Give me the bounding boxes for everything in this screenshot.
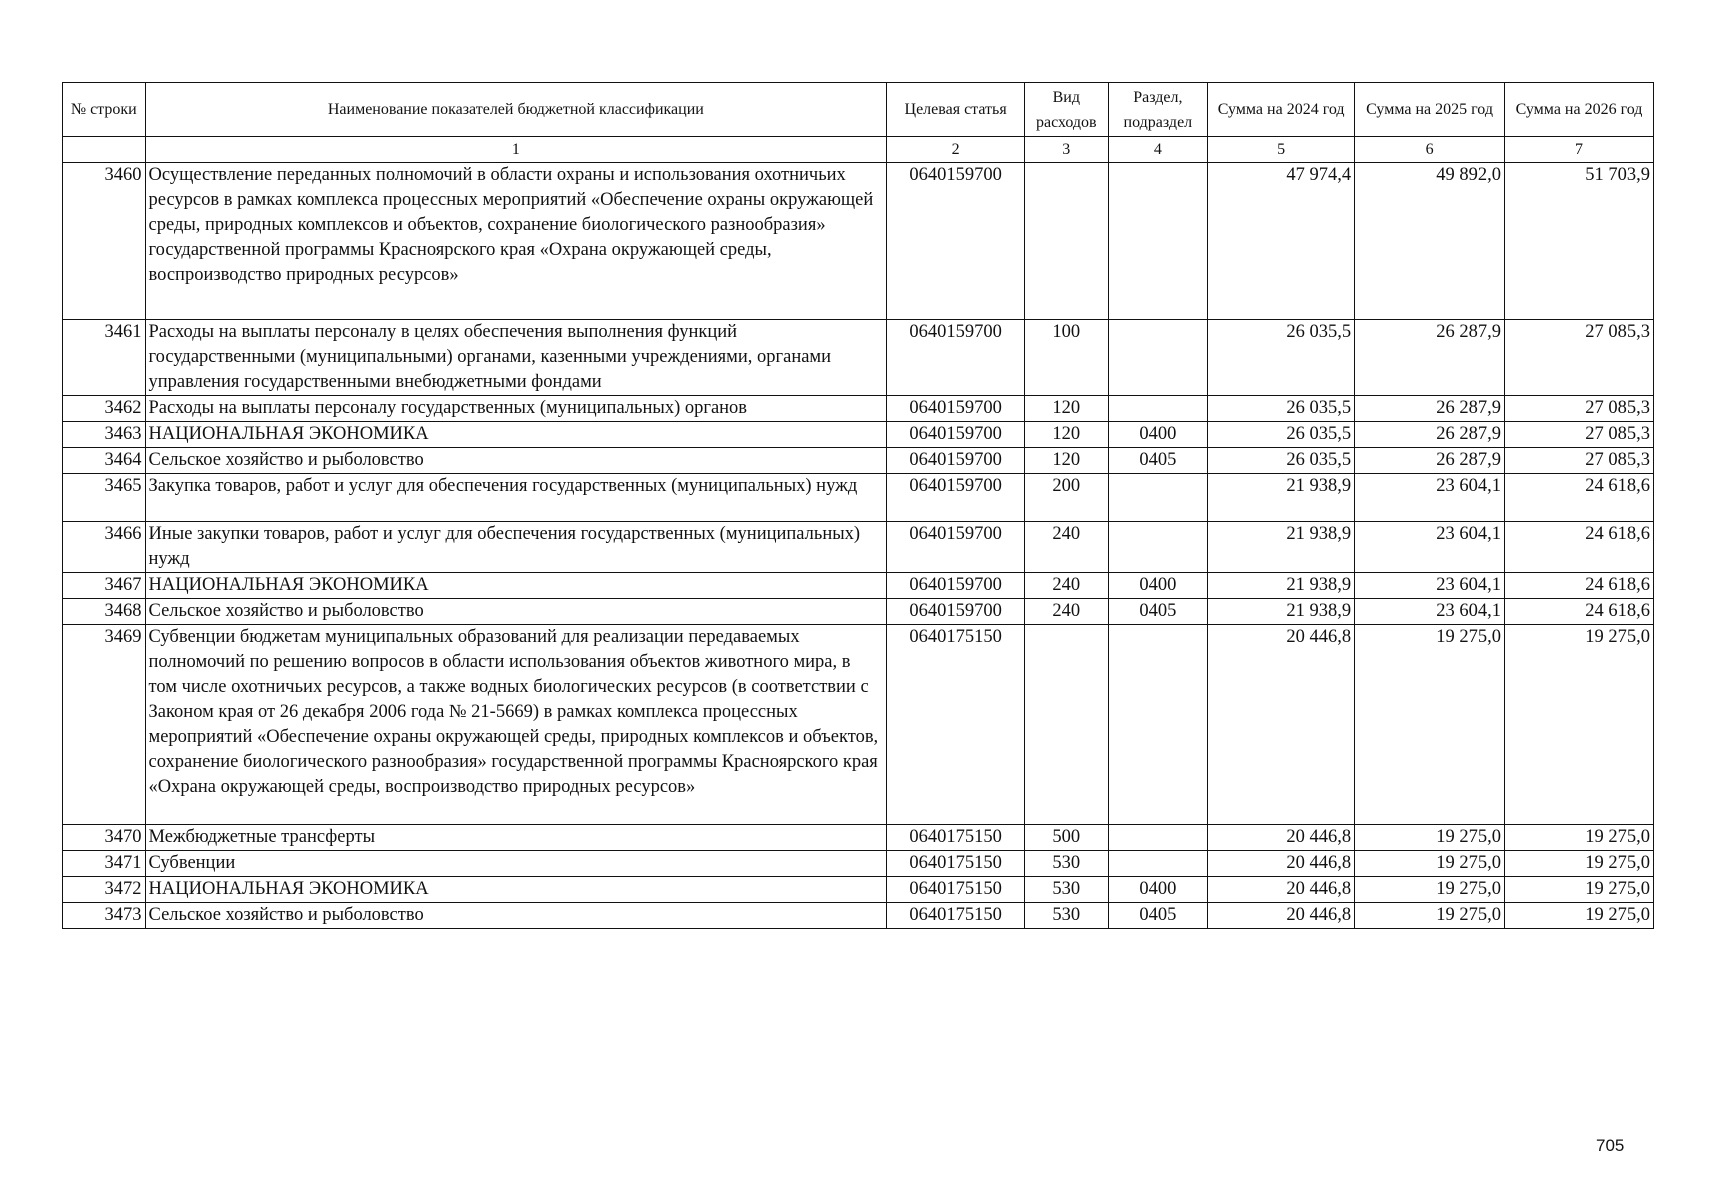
sum-2025: 26 287,9	[1355, 422, 1505, 448]
target-article: 0640159700	[887, 422, 1025, 448]
indicator-name: Расходы на выплаты персоналу в целях обеспечения выполнения функций государственными (муниципальными) органами, казенными учреждениями, органами управления государственными внебюджетными фондами	[145, 320, 887, 396]
section-code	[1108, 522, 1208, 573]
target-article: 0640175150	[887, 825, 1025, 851]
sum-2025: 23 604,1	[1355, 474, 1505, 522]
expense-type: 530	[1025, 903, 1109, 929]
header-section: Раздел, подраздел	[1108, 83, 1208, 137]
indicator-name: НАЦИОНАЛЬНАЯ ЭКОНОМИКА	[145, 422, 887, 448]
sum-2024: 21 938,9	[1208, 474, 1355, 522]
indicator-name: Закупка товаров, работ и услуг для обеспечения государственных (муниципальных) нужд	[145, 474, 887, 522]
row-number: 3465	[63, 474, 146, 522]
column-number: 4	[1108, 137, 1208, 163]
section-code	[1108, 474, 1208, 522]
table-row	[63, 163, 1654, 320]
column-number: 2	[887, 137, 1025, 163]
sum-2026: 19 275,0	[1505, 825, 1654, 851]
section-code	[1108, 825, 1208, 851]
column-number: 1	[145, 137, 887, 163]
expense-type: 120	[1025, 396, 1109, 422]
column-number: 5	[1208, 137, 1355, 163]
sum-2024: 20 446,8	[1208, 825, 1355, 851]
sum-2024: 20 446,8	[1208, 877, 1355, 903]
sum-2026: 24 618,6	[1505, 573, 1654, 599]
table-row	[63, 522, 1654, 573]
header-expense-type: Вид расходов	[1025, 83, 1109, 137]
table-row	[63, 599, 1654, 625]
row-number: 3471	[63, 851, 146, 877]
target-article: 0640159700	[887, 599, 1025, 625]
row-number: 3473	[63, 903, 146, 929]
indicator-name: Иные закупки товаров, работ и услуг для обеспечения государственных (муниципальных) нужд	[145, 522, 887, 573]
sum-2025: 49 892,0	[1355, 163, 1505, 320]
section-code	[1108, 625, 1208, 825]
column-number-row	[63, 137, 1654, 163]
expense-type: 530	[1025, 877, 1109, 903]
sum-2026: 27 085,3	[1505, 320, 1654, 396]
sum-2025: 26 287,9	[1355, 396, 1505, 422]
row-number: 3463	[63, 422, 146, 448]
sum-2025: 26 287,9	[1355, 448, 1505, 474]
header-sum-2025: Сумма на 2025 год	[1355, 83, 1505, 137]
row-number: 3464	[63, 448, 146, 474]
sum-2026: 51 703,9	[1505, 163, 1654, 320]
sum-2024: 47 974,4	[1208, 163, 1355, 320]
indicator-name: НАЦИОНАЛЬНАЯ ЭКОНОМИКА	[145, 877, 887, 903]
indicator-name: Сельское хозяйство и рыболовство	[145, 448, 887, 474]
table-row	[63, 851, 1654, 877]
table-row	[63, 903, 1654, 929]
sum-2024: 21 938,9	[1208, 599, 1355, 625]
table-body	[63, 163, 1654, 929]
sum-2026: 24 618,6	[1505, 599, 1654, 625]
row-number: 3472	[63, 877, 146, 903]
sum-2024: 26 035,5	[1208, 320, 1355, 396]
target-article: 0640159700	[887, 396, 1025, 422]
table-row	[63, 625, 1654, 825]
expense-type: 120	[1025, 448, 1109, 474]
expense-type: 200	[1025, 474, 1109, 522]
table-row	[63, 422, 1654, 448]
header-sum-2026: Сумма на 2026 год	[1505, 83, 1654, 137]
sum-2024: 20 446,8	[1208, 903, 1355, 929]
sum-2024: 21 938,9	[1208, 522, 1355, 573]
table-row	[63, 573, 1654, 599]
section-code: 0400	[1108, 573, 1208, 599]
section-code: 0400	[1108, 877, 1208, 903]
sum-2026: 19 275,0	[1505, 903, 1654, 929]
indicator-name: Межбюджетные трансферты	[145, 825, 887, 851]
header-target-article: Целевая статья	[887, 83, 1025, 137]
indicator-name: Осуществление переданных полномочий в области охраны и использования охотничьих ресурсов в рамках комплекса процессных мероприятий «Обеспечение охраны окружающей среды, природных комплексов и объектов, сохранение биологического разнообразия» государственной программы Красноярского края «Охрана окружающей среды, воспроизводство природных ресурсов»	[145, 163, 887, 320]
target-article: 0640159700	[887, 522, 1025, 573]
sum-2024: 20 446,8	[1208, 625, 1355, 825]
header-row	[63, 83, 1654, 137]
sum-2026: 24 618,6	[1505, 474, 1654, 522]
table-row	[63, 877, 1654, 903]
row-number: 3468	[63, 599, 146, 625]
row-number: 3469	[63, 625, 146, 825]
sum-2024: 26 035,5	[1208, 422, 1355, 448]
sum-2025: 19 275,0	[1355, 903, 1505, 929]
target-article: 0640175150	[887, 903, 1025, 929]
indicator-name: Субвенции бюджетам муниципальных образований для реализации передаваемых полномочий по решению вопросов в области использования объектов животного мира, в том числе охотничьих ресурсов, а также водных биологических ресурсов (в соответствии с Законом края от 26 декабря 2006 года № 21-5669) в рамках комплекса процессных мероприятий «Обеспечение охраны окружающей среды, природных комплексов и объектов, сохранение биологического разнообразия» государственной программы Красноярского края «Охрана окружающей среды, воспроизводство природных ресурсов»	[145, 625, 887, 825]
sum-2026: 27 085,3	[1505, 422, 1654, 448]
expense-type: 240	[1025, 599, 1109, 625]
sum-2026: 24 618,6	[1505, 522, 1654, 573]
page-number: 705	[1596, 1136, 1625, 1155]
expense-type	[1025, 163, 1109, 320]
sum-2026: 27 085,3	[1505, 448, 1654, 474]
target-article: 0640159700	[887, 448, 1025, 474]
header-row-number: № строки	[63, 83, 146, 137]
indicator-name: Сельское хозяйство и рыболовство	[145, 903, 887, 929]
section-code: 0405	[1108, 903, 1208, 929]
header-indicator-name: Наименование показателей бюджетной классификации	[145, 83, 887, 137]
sum-2025: 19 275,0	[1355, 825, 1505, 851]
sum-2025: 23 604,1	[1355, 573, 1505, 599]
table-row	[63, 320, 1654, 396]
target-article: 0640159700	[887, 163, 1025, 320]
sum-2025: 19 275,0	[1355, 625, 1505, 825]
column-number: 6	[1355, 137, 1505, 163]
sum-2025: 23 604,1	[1355, 599, 1505, 625]
target-article: 0640159700	[887, 474, 1025, 522]
sum-2024: 20 446,8	[1208, 851, 1355, 877]
table-header	[63, 83, 1654, 163]
table-row	[63, 448, 1654, 474]
expense-type: 240	[1025, 522, 1109, 573]
indicator-name: НАЦИОНАЛЬНАЯ ЭКОНОМИКА	[145, 573, 887, 599]
sum-2026: 19 275,0	[1505, 877, 1654, 903]
sum-2024: 21 938,9	[1208, 573, 1355, 599]
sum-2025: 19 275,0	[1355, 877, 1505, 903]
column-number: 7	[1505, 137, 1654, 163]
section-code	[1108, 396, 1208, 422]
indicator-name: Субвенции	[145, 851, 887, 877]
sum-2024: 26 035,5	[1208, 448, 1355, 474]
sum-2025: 19 275,0	[1355, 851, 1505, 877]
expense-type: 120	[1025, 422, 1109, 448]
row-number: 3466	[63, 522, 146, 573]
row-number: 3461	[63, 320, 146, 396]
expense-type: 100	[1025, 320, 1109, 396]
indicator-name: Расходы на выплаты персоналу государственных (муниципальных) органов	[145, 396, 887, 422]
sum-2026: 27 085,3	[1505, 396, 1654, 422]
target-article: 0640159700	[887, 320, 1025, 396]
section-code	[1108, 320, 1208, 396]
column-number: 3	[1025, 137, 1109, 163]
expense-type	[1025, 625, 1109, 825]
budget-table	[62, 82, 1654, 929]
sum-2025: 26 287,9	[1355, 320, 1505, 396]
expense-type: 500	[1025, 825, 1109, 851]
row-number: 3460	[63, 163, 146, 320]
indicator-name: Сельское хозяйство и рыболовство	[145, 599, 887, 625]
section-code	[1108, 851, 1208, 877]
target-article: 0640175150	[887, 877, 1025, 903]
section-code	[1108, 163, 1208, 320]
table-row	[63, 825, 1654, 851]
sum-2026: 19 275,0	[1505, 851, 1654, 877]
target-article: 0640175150	[887, 625, 1025, 825]
column-number	[63, 137, 146, 163]
sum-2024: 26 035,5	[1208, 396, 1355, 422]
expense-type: 240	[1025, 573, 1109, 599]
expense-type: 530	[1025, 851, 1109, 877]
row-number: 3462	[63, 396, 146, 422]
sum-2025: 23 604,1	[1355, 522, 1505, 573]
section-code: 0400	[1108, 422, 1208, 448]
row-number: 3470	[63, 825, 146, 851]
section-code: 0405	[1108, 599, 1208, 625]
table-row	[63, 474, 1654, 522]
section-code: 0405	[1108, 448, 1208, 474]
target-article: 0640175150	[887, 851, 1025, 877]
header-sum-2024: Сумма на 2024 год	[1208, 83, 1355, 137]
sum-2026: 19 275,0	[1505, 625, 1654, 825]
target-article: 0640159700	[887, 573, 1025, 599]
row-number: 3467	[63, 573, 146, 599]
table-row	[63, 396, 1654, 422]
